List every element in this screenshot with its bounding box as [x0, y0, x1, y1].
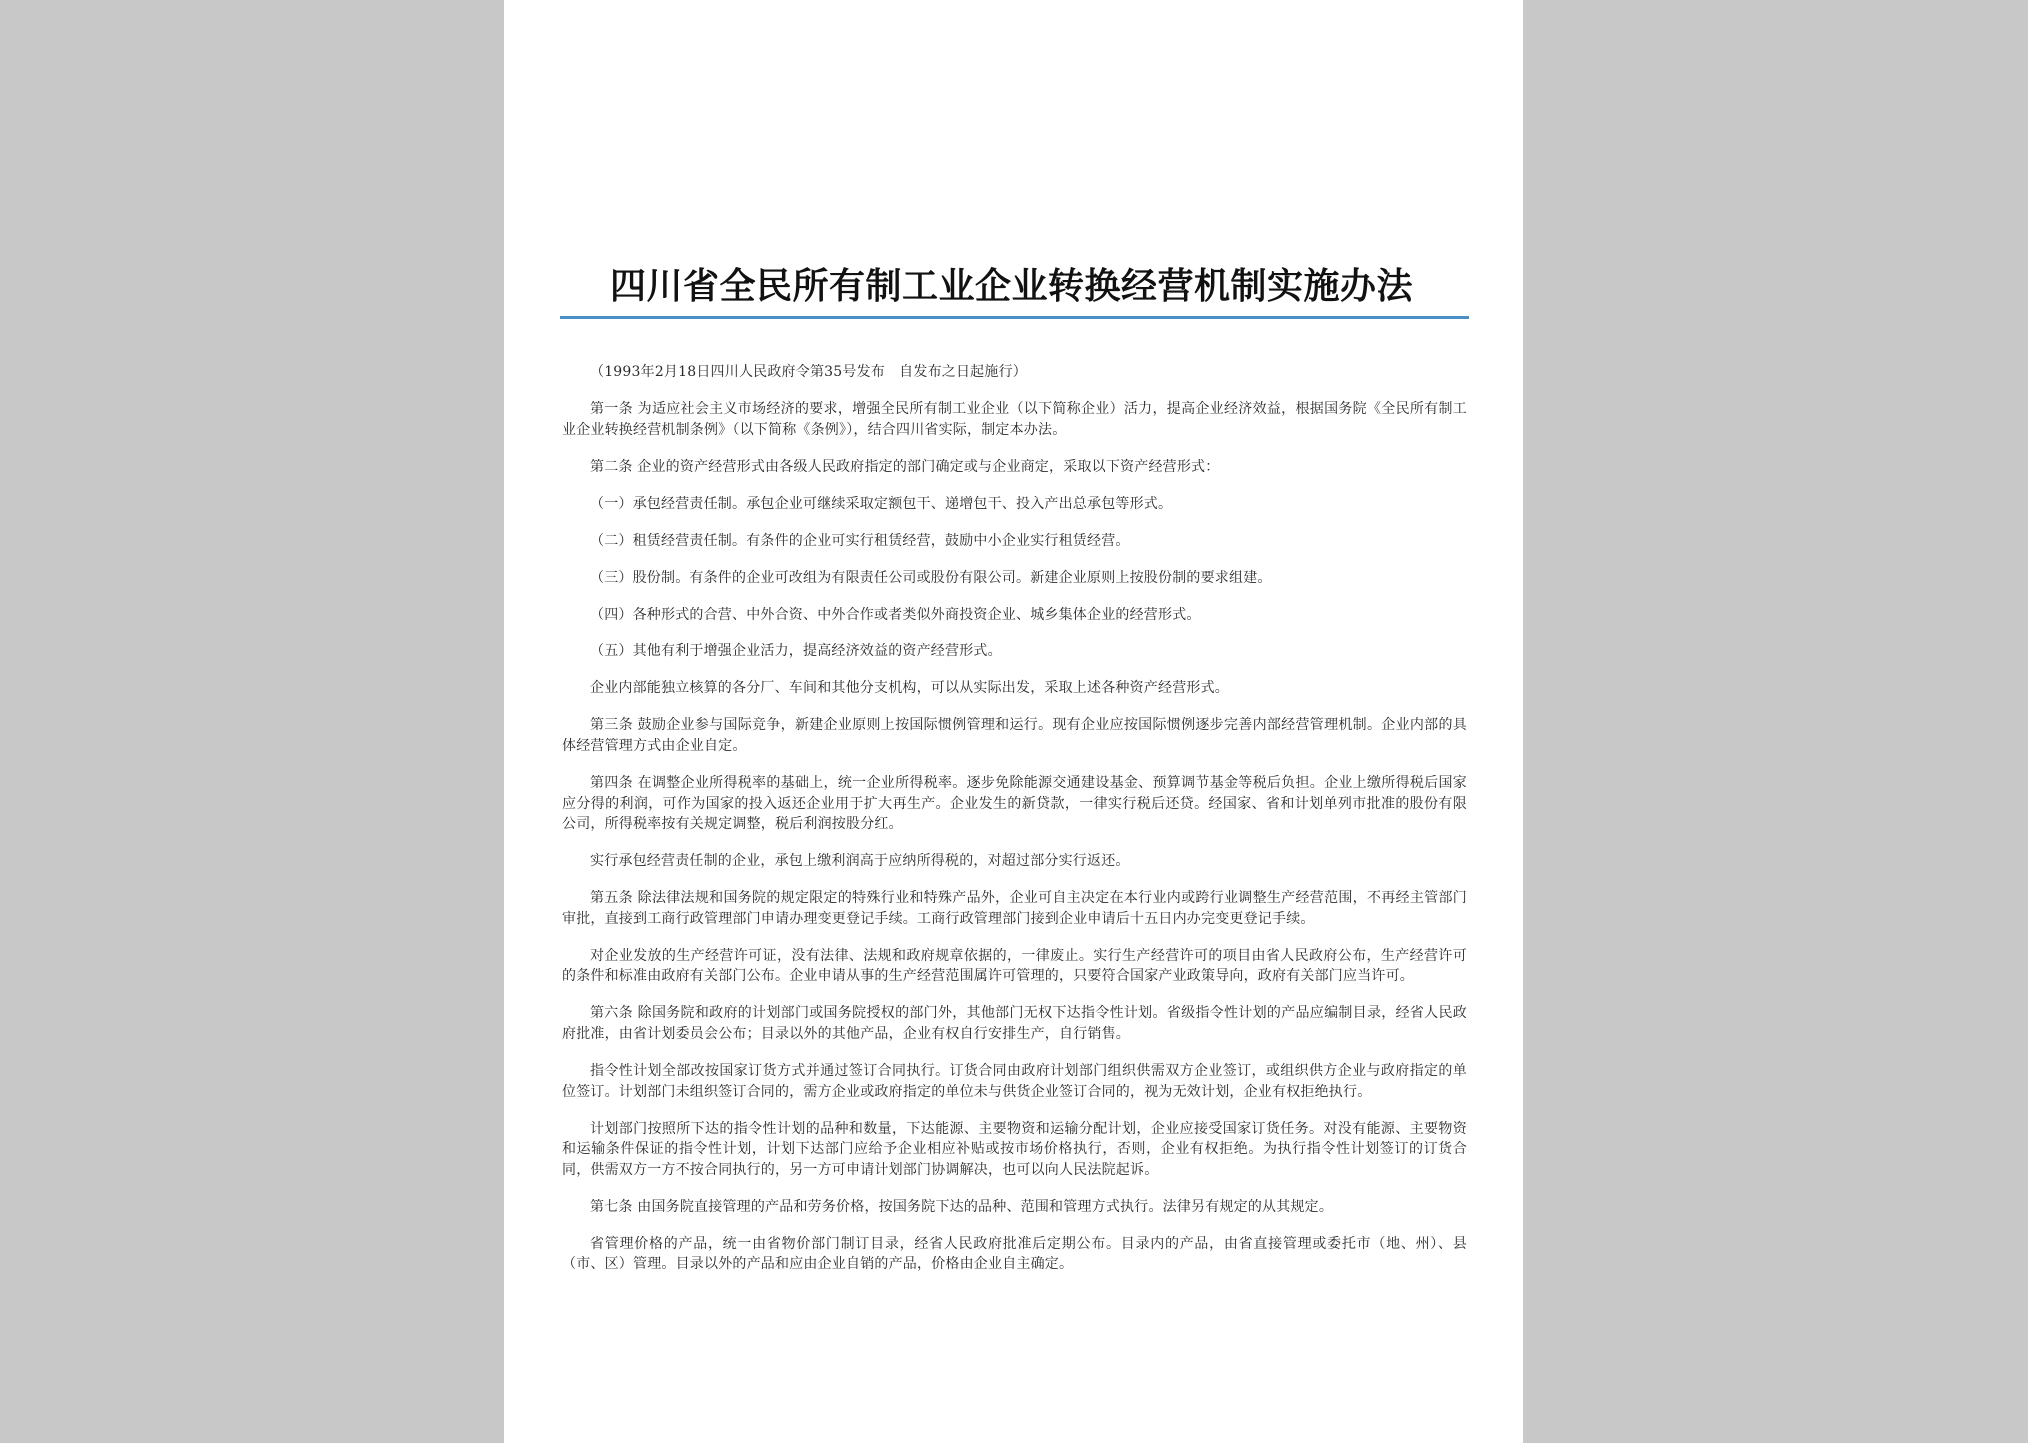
article-7-note: 省管理价格的产品，统一由省物价部门制订目录，经省人民政府批准后定期公布。目录内的产品，由省直接管理或委托市（地、州）、县（市、区）管理。目录以外的产品和应由企业自销的产品，价格由企业自主确定。 — [562, 1235, 1467, 1273]
article-4-note: 实行承包经营责任制的企业，承包上缴利润高于应纳所得税的，对超过部分实行返还。 — [590, 853, 1130, 870]
article-2-item-4: （四）各种形式的合营、中外合资、中外合作或者类似外商投资企业、城乡集体企业的经营形式。 — [590, 606, 1201, 623]
article-5-note: 对企业发放的生产经营许可证，没有法律、法规和政府规章依据的，一律废止。实行生产经营许可的项目由省人民政府公布，生产经营许可的条件和标准由政府有关部门公布。企业申请从事的生产经营范围属许可管理的，只要符合国家产业政策导向，政府有关部门应当许可。 — [562, 947, 1467, 985]
document-page — [504, 0, 1523, 1443]
article-6-note-1: 指令性计划全部改按国家订货方式并通过签订合同执行。订货合同由政府计划部门组织供需双方企业签订，或组织供方企业与政府指定的单位签订。计划部门未组织签订合同的，需方企业或政府指定的单位未与供货企业签订合同的，视为无效计划，企业有权拒绝执行。 — [562, 1062, 1467, 1100]
document-title: 四川省全民所有制工业企业转换经营机制实施办法 — [609, 265, 1413, 307]
article-4: 第四条 在调整企业所得税率的基础上，统一企业所得税率。逐步免除能源交通建设基金、预算调节基金等税后负担。企业上缴所得税后国家应分得的利润，可作为国家的投入返还企业用于扩大再生产。企业发生的新贷款，一律实行税后还贷。经国家、省和计划单列市批准的股份有限公司，所得税率按有关规定调整，税后利润按股分红。 — [562, 775, 1467, 833]
article-2-note: 企业内部能独立核算的各分厂、车间和其他分支机构，可以从实际出发，采取上述各种资产经营形式。 — [590, 680, 1229, 697]
article-2-item-5: （五）其他有利于增强企业活力，提高经济效益的资产经营形式。 — [590, 643, 1002, 660]
issuance-note: （1993年2月18日四川人民政府令第35号发布 自发布之日起施行） — [590, 364, 1027, 380]
article-3: 第三条 鼓励企业参与国际竞争，新建企业原则上按国际惯例管理和运行。现有企业应按国际惯例逐步完善内部经营管理机制。企业内部的具体经营管理方式由企业自定。 — [562, 717, 1467, 755]
article-1: 第一条 为适应社会主义市场经济的要求，增强全民所有制工业企业（以下简称企业）活力，提高企业经济效益，根据国务院《全民所有制工业企业转换经营机制条例》（以下简称《条例》），结合四川省实际，制定本办法。 — [562, 400, 1467, 438]
article-5: 第五条 除法律法规和国务院的规定限定的特殊行业和特殊产品外，企业可自主决定在本行业内或跨行业调整生产经营范围，不再经主管部门审批，直接到工商行政管理部门申请办理变更登记手续。工商行政管理部门接到企业申请后十五日内办完变更登记手续。 — [562, 890, 1467, 927]
article-2-item-2: （二）租赁经营责任制。有条件的企业可实行租赁经营，鼓励中小企业实行租赁经营。 — [590, 532, 1130, 549]
article-6-note-2: 计划部门按照所下达的指令性计划的品种和数量，下达能源、主要物资和运输分配计划，企业应接受国家订货任务。对没有能源、主要物资和运输条件保证的指令性计划，计划下达部门应给予企业相应补贴或按市场价格执行，否则，企业有权拒绝。为执行指令性计划签订的订货合同，供需双方一方不按合同执行的，另一方可申请计划部门协调解决，也可以向人民法院起诉。 — [562, 1120, 1467, 1178]
article-2-item-3: （三）股份制。有条件的企业可改组为有限责任公司或股份有限公司。新建企业原则上按股份制的要求组建。 — [590, 569, 1272, 586]
document-body — [562, 362, 1467, 1291]
article-2-item-1: （一）承包经营责任制。承包企业可继续采取定额包干、递增包干、投入产出总承包等形式。 — [590, 495, 1173, 512]
article-2: 第二条 企业的资产经营形式由各级人民政府指定的部门确定或与企业商定，采取以下资产经营形式： — [590, 458, 1220, 475]
article-6: 第六条 除国务院和政府的计划部门或国务院授权的部门外，其他部门无权下达指令性计划。省级指令性计划的产品应编制目录，经省人民政府批准，由省计划委员会公布；目录以外的其他产品，企业有权自行安排生产，自行销售。 — [562, 1005, 1467, 1042]
article-7: 第七条 由国务院直接管理的产品和劳务价格，按国务院下达的品种、范围和管理方式执行。法律另有规定的从其规定。 — [590, 1198, 1334, 1215]
title-underline — [560, 316, 1469, 319]
